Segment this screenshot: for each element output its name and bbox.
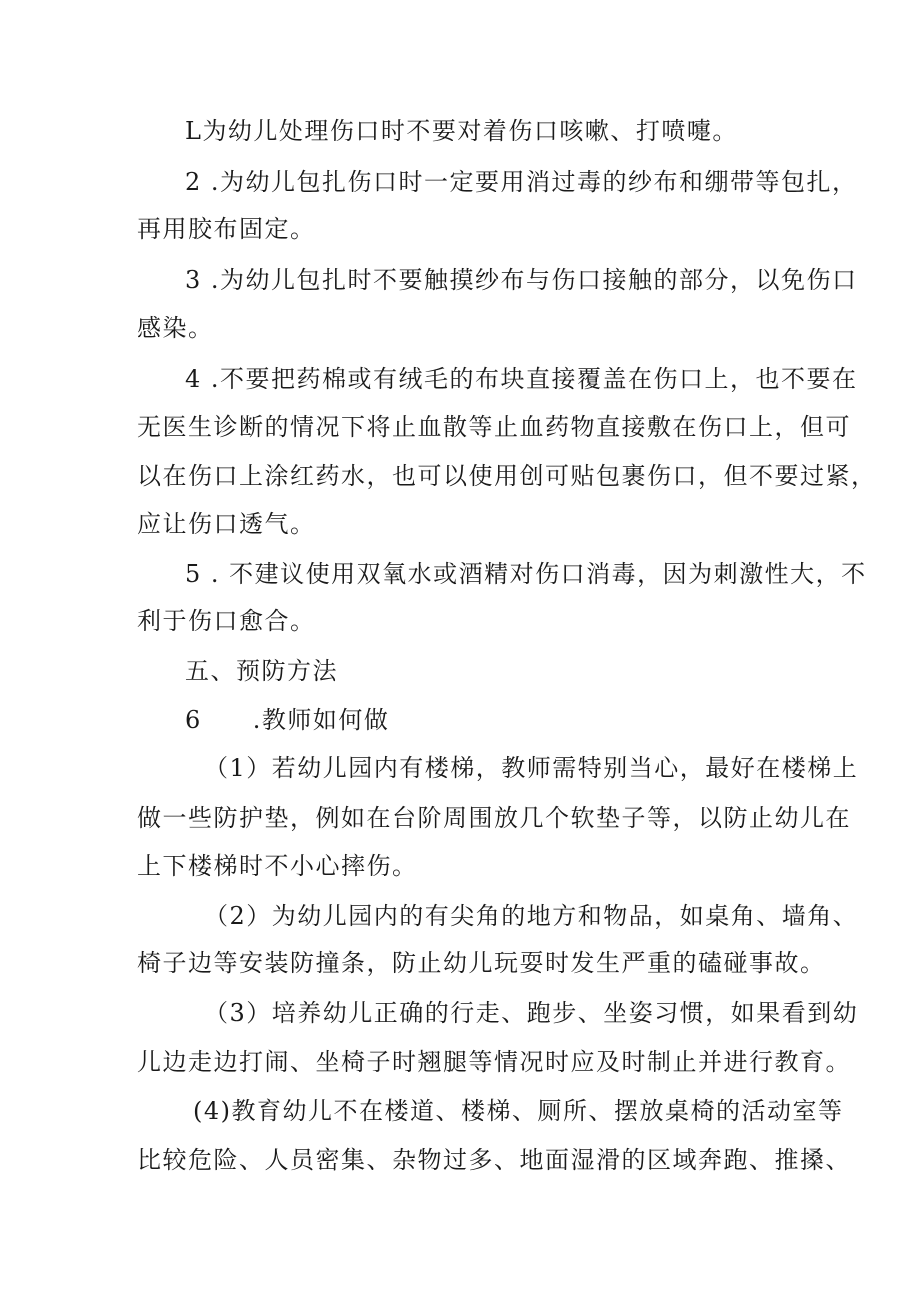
paragraph-line: （1）若幼儿园内有楼梯，教师需特别当心，最好在楼梯上 <box>204 754 859 782</box>
section-heading: 五、预防方法 <box>185 657 338 685</box>
subsection-heading: 6 .教师如何做 <box>185 706 390 734</box>
paragraph-line: 以在伤口上涂红药水，也可以使用创可贴包裹伤口，但不要过紧， <box>137 462 877 490</box>
paragraph-line: 4 .不要把药棉或有绒毛的布块直接覆盖在伤口上，也不要在 <box>185 365 858 393</box>
paragraph-line: （2）为幼儿园内的有尖角的地方和物品，如桌角、墙角、 <box>204 902 859 930</box>
paragraph-line: 做一些防护垫，例如在台阶周围放几个软垫子等，以防止幼儿在 <box>137 804 851 832</box>
paragraph-line: 5 . 不建议使用双氧水或酒精对伤口消毒，因为刺激性大，不 <box>185 560 867 588</box>
paragraph-line: 2 .为幼儿包扎伤口时一定要用消过毒的纱布和绷带等包扎， <box>185 168 858 196</box>
paragraph-line: 上下楼梯时不小心摔伤。 <box>137 852 418 880</box>
paragraph-line: (4)教育幼儿不在楼道、楼梯、厕所、摆放桌椅的活动室等 <box>193 1097 844 1125</box>
paragraph-line: L为幼儿处理伤口时不要对着伤口咳嗽、打喷嚏。 <box>185 117 738 145</box>
paragraph-line: 再用胶布固定。 <box>137 215 316 243</box>
paragraph-line: 应让伤口透气。 <box>137 510 316 538</box>
paragraph-line: （3）培养幼儿正确的行走、跑步、坐姿习惯，如果看到幼 <box>204 999 859 1027</box>
paragraph-line: 感染。 <box>137 314 214 342</box>
paragraph-line: 利于伤口愈合。 <box>137 607 316 635</box>
paragraph-line: 比较危险、人员密集、杂物过多、地面湿滑的区域奔跑、推搡、 <box>137 1146 851 1174</box>
paragraph-line: 椅子边等安装防撞条，防止幼儿玩耍时发生严重的磕碰事故。 <box>137 949 826 977</box>
paragraph-line: 儿边走边打闹、坐椅子时翘腿等情况时应及时制止并进行教育。 <box>137 1048 851 1076</box>
paragraph-line: 无医生诊断的情况下将止血散等止血药物直接敷在伤口上，但可 <box>137 413 851 441</box>
paragraph-line: 3 .为幼儿包扎时不要触摸纱布与伤口接触的部分，以免伤口 <box>185 266 858 294</box>
